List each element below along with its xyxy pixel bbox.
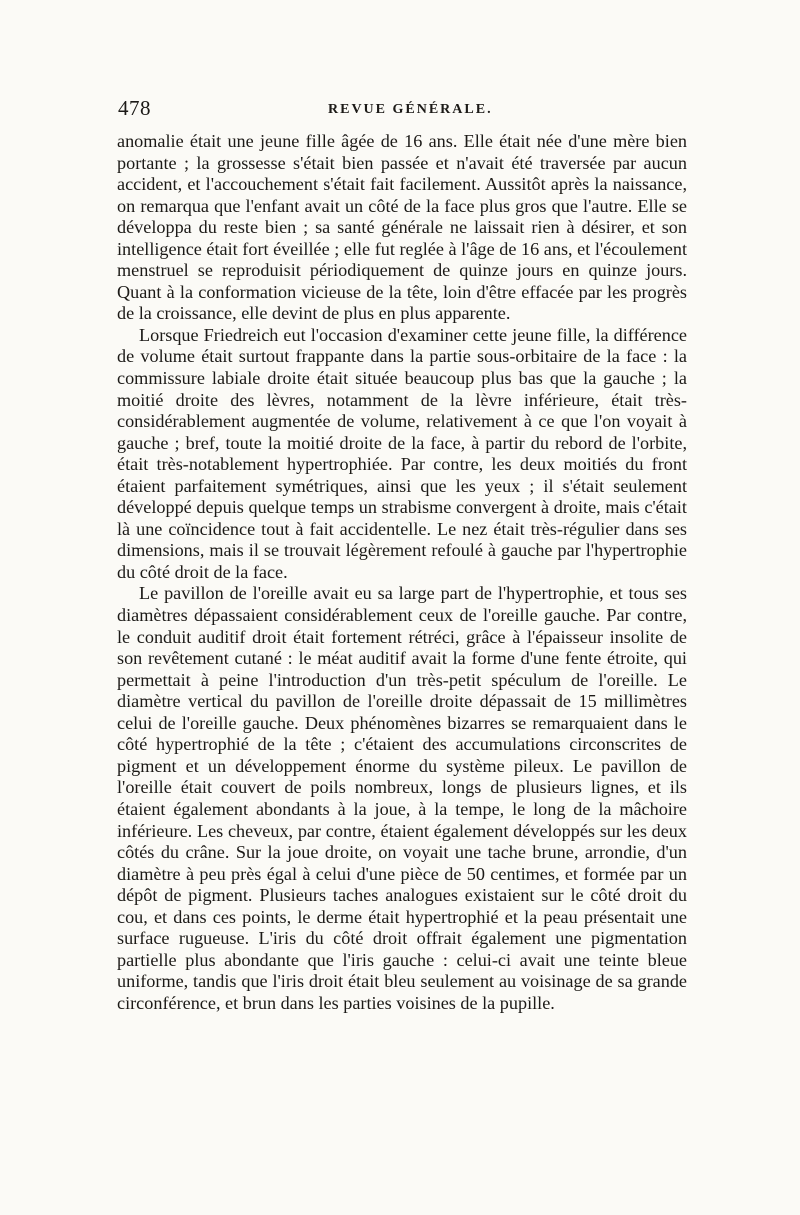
- running-title: REVUE GÉNÉRALE.: [328, 102, 493, 117]
- page-header: [118, 96, 688, 126]
- paragraph-continued: anomalie était une jeune fille âgée de 16 ans. Elle était née d'une mère bien portante ; la grossesse s'était bien passée et n'avait été traversée par aucun accident, et l'accouchement s'était fait facilement. Aussitôt après la naissance, on remarqua que l'enfant avait un côté de la face plus gros que l'autre. Elle se développa du reste bien ; sa santé générale ne laissait rien à désirer, et son intelligence était fort éveillée ; elle fut reglée à l'âge de 16 ans, et l'écoulement menstruel se reproduisit périodiquement de quinze jours en quinze jours. Quant à la conformation vicieuse de la tête, loin d'être effacée par les progrès de la croissance, elle devint de plus en plus apparente.: [117, 131, 687, 324]
- page-number: 478: [118, 96, 151, 120]
- body-text: [117, 131, 687, 1014]
- paragraph-friedreich-exam: Lorsque Friedreich eut l'occasion d'examiner cette jeune fille, la différence de volume était surtout frappante dans la partie sous-orbitaire de la face : la commissure labiale droite était située beaucoup plus bas que la gauche ; la moitié droite des lèvres, notamment de la lèvre inférieure, était très-considérablement augmentée de volume, relativement à ce que l'on voyait à gauche ; bref, toute la moitié droite de la face, à partir du rebord de l'orbite, était très-notablement hypertrophiée. Par contre, les deux moitiés du front étaient parfaitement symétriques, ainsi que les yeux ; il s'était seulement développé depuis quelque temps un strabisme convergent à droite, mais c'était là une coïncidence tout à fait accidentelle. Le nez était très-régulier dans ses dimensions, mais il se trouvait légèrement refoulé à gauche par l'hypertrophie du côté droit de la face.: [117, 324, 687, 582]
- paragraph-ear-pavilion: Le pavillon de l'oreille avait eu sa large part de l'hypertrophie, et tous ses diamètres dépassaient considérablement ceux de l'oreille gauche. Par contre, le conduit auditif droit était fortement rétréci, grâce à l'épaisseur insolite de son revêtement cutané : le méat auditif avait la forme d'une fente étroite, qui permettait à peine l'introduction d'un très-petit spéculum de l'oreille. Le diamètre vertical du pavillon de l'oreille droite dépassait de 15 millimètres celui de l'oreille gauche. Deux phénomènes bizarres se remarquaient dans le côté hypertrophié de la tête ; c'étaient des accumulations circonscrites de pigment et un développement énorme du système pileux. Le pavillon de l'oreille était couvert de poils nombreux, longs de plusieurs lignes, et ils étaient également abondants à la joue, à la tempe, le long de la mâchoire inférieure. Les cheveux, par contre, étaient également développés sur les deux côtés du crâne. Sur la joue droite, on voyait une tache brune, arrondie, d'un diamètre à peu près égal à celui d'une pièce de 50 centimes, et formée par un dépôt de pigment. Plusieurs taches analogues existaient sur le côté droit du cou, et dans ces points, le derme était hypertrophié et la peau présentait une surface rugueuse. L'iris du côté droit offrait également une pigmentation partielle plus abondante que l'iris gauche : celui-ci avait une teinte bleue uniforme, tandis que l'iris droit était bleu seulement au voisinage de sa grande circonférence, et brun dans les parties voisines de la pupille.: [117, 583, 687, 1013]
